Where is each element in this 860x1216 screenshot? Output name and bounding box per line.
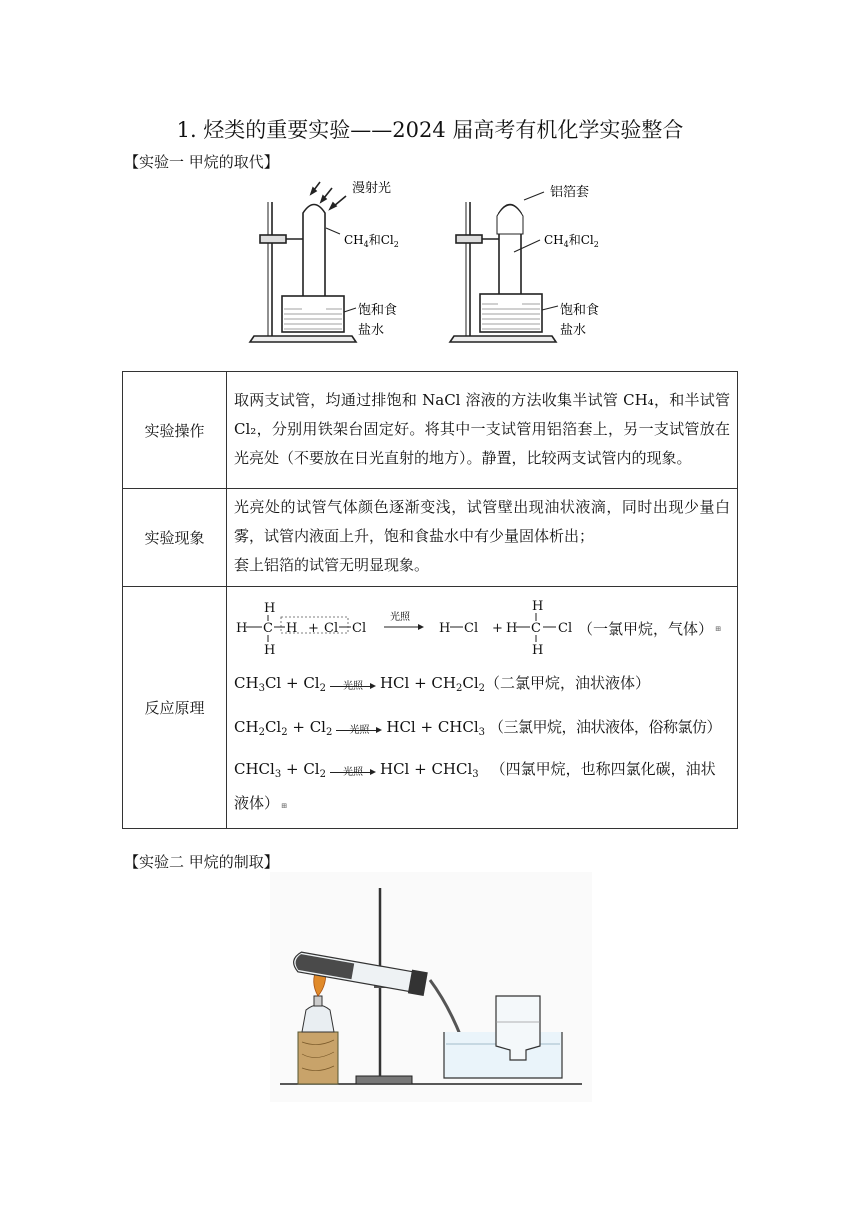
reaction-cell <box>227 587 738 829</box>
svg-text:H: H <box>439 621 451 636</box>
reaction-4-note: （四氯甲烷，也称四氯化碳，油状 <box>490 759 716 778</box>
section-2-heading: 【实验二 甲烷的制取】 <box>124 853 279 871</box>
fig-label-brine-right-1: 饱和食 <box>560 303 600 318</box>
table-row-operation <box>123 372 738 489</box>
svg-text:Cl: Cl <box>558 621 573 636</box>
svg-text:H: H <box>264 601 276 616</box>
svg-text:H: H <box>286 621 298 636</box>
section-1-heading: 【实验一 甲烷的取代】 <box>124 153 279 171</box>
reaction-2-left: $CH_3Cl + Cl_2$ <box>234 673 326 694</box>
svg-text:Cl: Cl <box>464 621 479 636</box>
reaction-2-right: HCl + $CH_2Cl_2$ <box>379 673 486 694</box>
figure-methane-substitution <box>248 176 638 348</box>
page-title: 1. 烃类的重要实验——2024 届高考有机化学实验整合 <box>176 118 684 142</box>
reaction-4-note-2: 液体） <box>234 794 280 812</box>
reaction-4-continued: 液体） ⊞ <box>234 794 287 812</box>
reaction-2 <box>234 661 730 705</box>
fig-label-brine-left-2: 盐水 <box>358 323 385 338</box>
label-operation: 实验操作 <box>123 372 227 489</box>
fig-label-foil: 铝箔套 <box>550 185 590 200</box>
svg-text:Cl: Cl <box>324 621 339 636</box>
reaction-3-right: HCl + CHCl$_3$ <box>386 717 486 738</box>
svg-text:H: H <box>532 643 544 658</box>
reaction-2-arrow: 光照 <box>330 674 376 692</box>
reaction-4-arrow: 光照 <box>330 760 376 778</box>
reaction-4-left: CHCl$_3$ + $Cl_2$ <box>234 759 326 780</box>
right-apparatus <box>450 192 558 342</box>
reaction-1-note: （一氯甲烷，气体） <box>578 619 714 638</box>
fig-label-diffuse-light: 漫射光 <box>352 181 392 196</box>
svg-text:H: H <box>236 621 248 636</box>
label-reaction: 反应原理 <box>123 587 227 829</box>
reaction-3-arrow: 光照 <box>336 718 382 736</box>
svg-text:+: + <box>308 621 319 636</box>
left-apparatus <box>250 182 356 342</box>
label-observation: 实验现象 <box>123 489 227 587</box>
observation-line-2: 套上铝箔的试管无明显现象。 <box>234 556 430 574</box>
text-observation <box>227 489 738 587</box>
table-row-reaction <box>123 587 738 829</box>
fig-label-brine-left-1: 饱和食 <box>358 303 398 318</box>
reaction-1: H H C H H + Cl Cl H Cl + H H C Cl H 光照 （一氯甲烷，气体） ⊞ <box>236 599 721 658</box>
experiment-table <box>122 371 738 829</box>
reaction-3-note: （三氯甲烷，油状液体，俗称氯仿） <box>489 717 722 736</box>
table-row-observation <box>123 489 738 587</box>
reaction-1-arrow-label: 光照 <box>390 612 410 623</box>
text-operation: 取两支试管，均通过排饱和 NaCl 溶液的方法收集半试管 CH₄，和半试管 Cl₂，分别用铁架台固定好。将其中一支试管用铝箔套上，另一支试管放在光亮处（不要放在日光直射的地方）。静置，比较两支试管内的现象。 <box>227 372 738 489</box>
svg-text:H: H <box>532 599 544 614</box>
svg-text:Cl: Cl <box>352 621 367 636</box>
reaction-4-right: HCl + CHCl$_3$ <box>379 759 479 780</box>
svg-text:+: + <box>492 621 503 636</box>
fig-label-gas-left: $CH_4$和$Cl_2$ <box>344 233 399 249</box>
observation-line-1: 光亮处的试管气体颜色逐渐变浅，试管壁出现油状液滴，同时出现少量白雾，试管内液面上升，饱和食盐水中有少量固体析出； <box>234 498 730 545</box>
reaction-3 <box>234 705 730 749</box>
reaction-1-structural-formula <box>234 598 574 660</box>
reaction-3-left: $CH_2Cl_2 + Cl_2$ <box>234 717 333 738</box>
svg-text:H: H <box>506 621 518 636</box>
svg-text:C: C <box>531 621 541 636</box>
fig-label-gas-right: $CH_4$和$Cl_2$ <box>544 233 599 249</box>
figure-methane-preparation <box>270 872 592 1102</box>
svg-text:C: C <box>263 621 273 636</box>
fig-label-brine-right-2: 盐水 <box>560 323 587 338</box>
reaction-2-note: （二氯甲烷，油状液体） <box>485 673 651 692</box>
svg-text:H: H <box>264 643 276 658</box>
reaction-4 <box>234 749 730 789</box>
